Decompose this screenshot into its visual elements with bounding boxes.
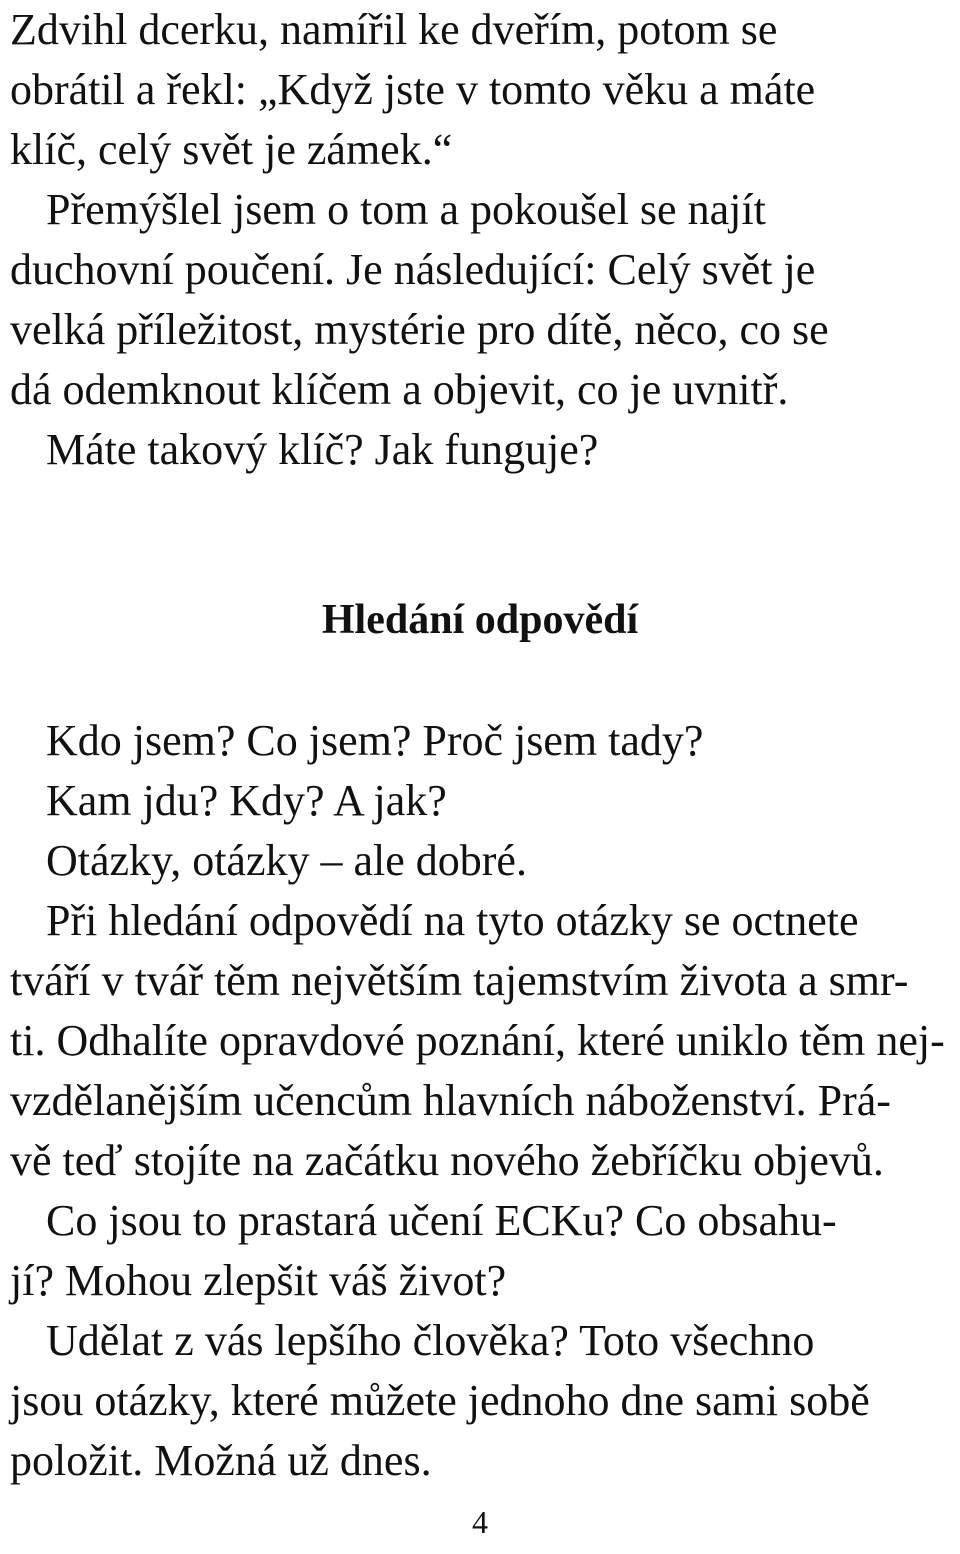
text-line: Otázky, otázky – ale dobré. — [46, 836, 527, 885]
text-line: Zdvihl dcerku, namířil ke dveřím, potom se — [10, 5, 778, 54]
text-line: Co jsou to prastará učení ECKu? Co obsahu- — [46, 1196, 837, 1245]
text-line: Při hledání odpovědí na tyto otázky se octnete — [46, 896, 859, 945]
text-line: jsou otázky, které můžete jednoho dne sami sobě — [10, 1376, 870, 1425]
text-line: vzdělanějším učencům hlavních náboženství. Prá- — [10, 1076, 891, 1125]
text-line: Přemýšlel jsem o tom a pokoušel se najít — [46, 185, 766, 234]
text-line: klíč, celý svět je zámek.“ — [10, 125, 453, 174]
section-body — [10, 711, 954, 1491]
text-line: Kdo jsem? Co jsem? Proč jsem tady? — [46, 716, 704, 765]
text-line: tváří v tvář těm největším tajemstvím života a smr- — [10, 956, 909, 1005]
text-line: vě teď stojíte na začátku nového žebříčku objevů. — [10, 1136, 884, 1185]
text-line: Kam jdu? Kdy? A jak? — [46, 776, 447, 825]
text-line: velká příležitost, mystérie pro dítě, něco, co se — [10, 305, 829, 354]
text-line: Udělat z vás lepšího člověka? Toto všechno — [46, 1316, 815, 1365]
text-line: dá odemknout klíčem a objevit, co je uvnitř. — [10, 365, 789, 414]
text-line: jí? Mohou zlepšit váš život? — [10, 1256, 507, 1305]
text-line: duchovní poučení. Je následující: Celý svět je — [10, 245, 816, 294]
section-heading: Hledání odpovědí — [321, 597, 639, 643]
text-line: Máte takový klíč? Jak funguje? — [46, 425, 599, 474]
text-line: položit. Možná už dnes. — [10, 1436, 432, 1485]
text-line: ti. Odhalíte opravdové poznání, které uniklo těm nej- — [10, 1016, 945, 1065]
page-number: 4 — [472, 1504, 488, 1540]
text-line: obrátil a řekl: „Když jste v tomto věku a máte — [10, 65, 816, 114]
opening-paragraphs — [10, 0, 954, 480]
